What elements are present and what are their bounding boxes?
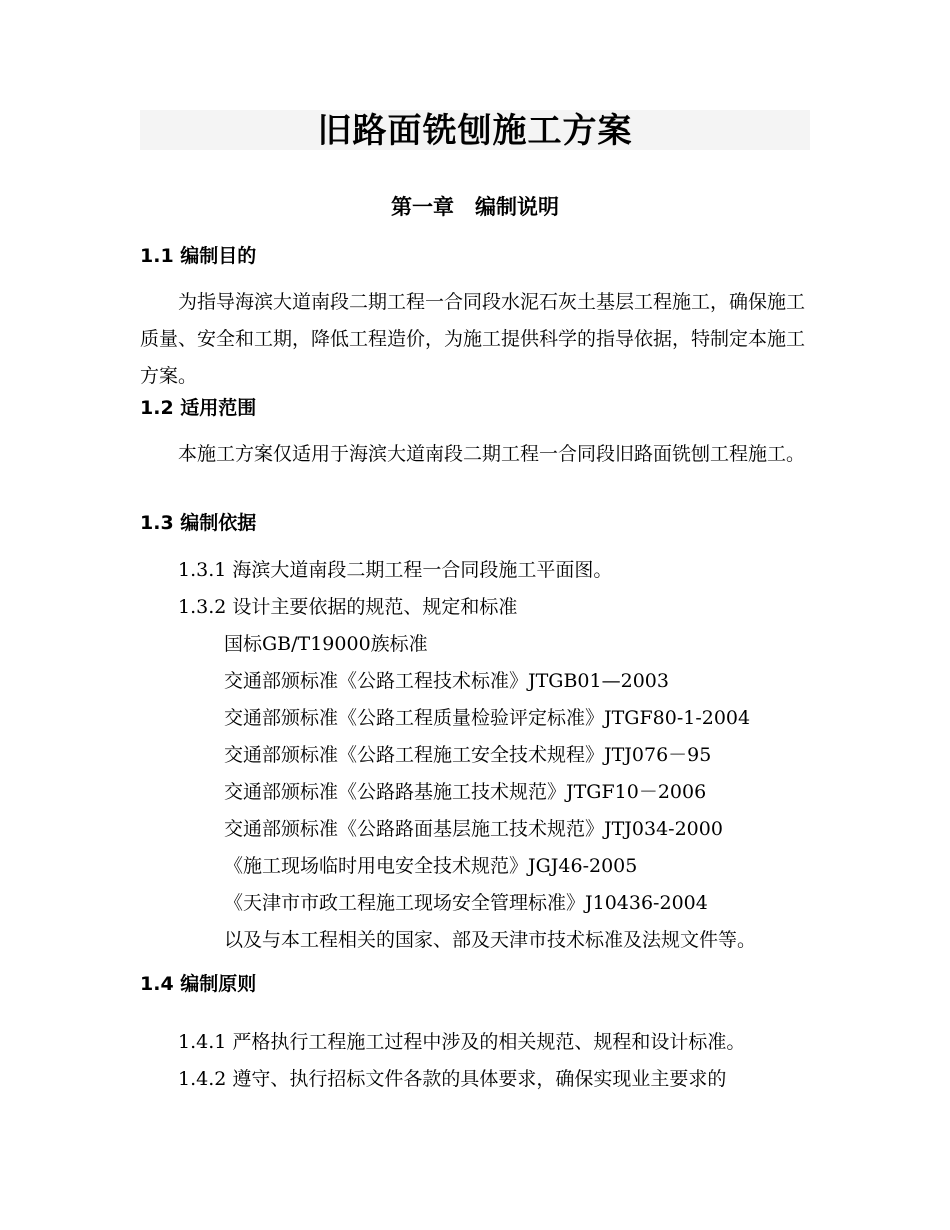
item-1-4-2: 1.4.2 遵守、执行招标文件各款的具体要求，确保实现业主要求的: [178, 1068, 727, 1090]
standard-item: 交通部颁标准《公路路面基层施工技术规范》JTJ034-2000: [224, 818, 723, 840]
standard-item: 以及与本工程相关的国家、部及天津市技术标准及法规文件等。: [224, 929, 757, 951]
standard-item: 《施工现场临时用电安全技术规范》JGJ46-2005: [224, 855, 638, 877]
section-heading-1-4: 1.4 编制原则: [140, 973, 257, 995]
section-heading-1-2: 1.2 适用范围: [140, 397, 257, 419]
standard-item: 交通部颁标准《公路工程施工安全技术规程》JTJ076－95: [224, 744, 712, 766]
standard-item: 《天津市市政工程施工现场安全管理标准》J10436-2004: [224, 892, 708, 914]
standard-item: 国标GB/T19000族标准: [224, 633, 428, 655]
section-heading-1-3: 1.3 编制依据: [140, 512, 257, 534]
standard-item: 交通部颁标准《公路工程技术标准》JTGB01—2003: [224, 670, 669, 692]
section-1-1-paragraph: 为指导海滨大道南段二期工程一合同段水泥石灰土基层工程施工，确保施工质量、安全和工期，降低工程造价，为施工提供科学的指导依据，特制定本施工方案。: [140, 291, 806, 387]
document-title: 旧路面铣刨施工方案: [317, 111, 633, 151]
item-1-3-1: 1.3.1 海滨大道南段二期工程一合同段施工平面图。: [178, 559, 613, 581]
section-heading-1-1: 1.1 编制目的: [140, 245, 257, 267]
section-1-2-paragraph: 本施工方案仅适用于海滨大道南段二期工程一合同段旧路面铣刨工程施工。: [178, 443, 806, 465]
standard-item: 交通部颁标准《公路工程质量检验评定标准》JTGF80-1-2004: [224, 707, 751, 729]
standard-item: 交通部颁标准《公路路基施工技术规范》JTGF10－2006: [224, 781, 707, 803]
item-1-3-2: 1.3.2 设计主要依据的规范、规定和标准: [178, 596, 518, 618]
item-1-4-1: 1.4.1 严格执行工程施工过程中涉及的相关规范、规程和设计标准。: [178, 1031, 746, 1053]
chapter-heading: 第一章 编制说明: [391, 195, 559, 219]
